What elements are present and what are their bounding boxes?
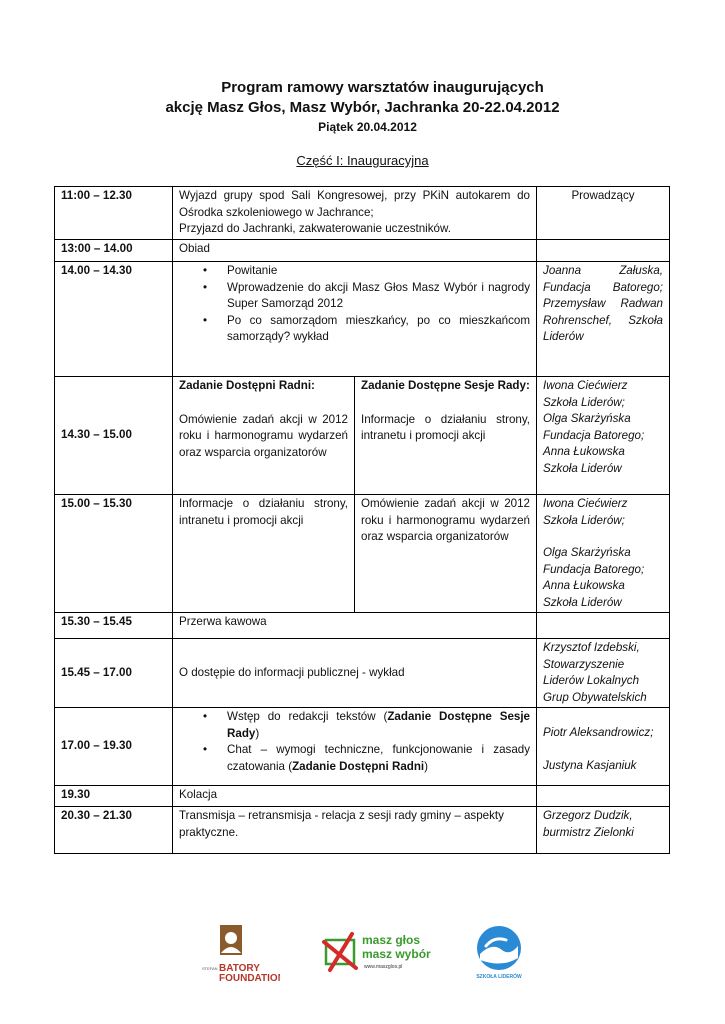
time-cell: 14.30 – 15.00 <box>55 377 173 495</box>
svg-text:BATORY: BATORY <box>219 963 260 974</box>
title-line-2: akcję Masz Głos, Masz Wybór, Jachranka 20-22.04.2012 <box>165 99 560 116</box>
szkola-liderow-logo <box>472 924 526 980</box>
presenter-cell <box>537 786 670 807</box>
table-row <box>55 708 670 786</box>
time-cell: 19.30 <box>55 786 173 807</box>
presenter-line: Justyna Kasjaniuk <box>543 758 637 772</box>
svg-text:SZKOŁA LIDERÓW: SZKOŁA LIDERÓW <box>476 974 522 980</box>
presenter-cell <box>537 495 670 613</box>
presenter-line: Olga Skarżyńska <box>543 546 631 559</box>
presenter-line: Liderów Lokalnych <box>543 674 640 687</box>
description-text: Wyjazd grupy spod Sali Kongresowej, przy PKiN autokarem do Ośrodka szkoleniowego w Jachrance; <box>179 189 531 219</box>
table-row <box>55 613 670 639</box>
description-cell: Obiad <box>173 240 537 262</box>
presenter-line: Szkoła Liderów; <box>543 395 625 409</box>
task-heading: Zadanie Dostępne Sesje Rady: <box>361 379 530 392</box>
svg-text:FOUNDATION: FOUNDATION <box>219 973 280 984</box>
presenter-line: Grzegorz Dudzik, <box>543 809 633 822</box>
presenter-cell: Prowadzący <box>537 187 670 240</box>
table-row <box>55 639 670 708</box>
task-heading: Zadanie Dostępni Radni: <box>179 379 315 392</box>
presenter-line: Anna Łukowska <box>543 445 625 458</box>
time-cell: 14.00 – 14.30 <box>55 262 173 377</box>
presenter-line: Fundacja Batorego; <box>543 562 645 576</box>
presenter-cell: Joanna Załuska, Fundacja Batorego; Przemysław Radwan Rohrenschef, Szkoła Liderów <box>537 262 670 377</box>
svg-text:STEFAN: STEFAN <box>202 966 218 971</box>
time-cell: 15.45 – 17.00 <box>55 639 173 708</box>
table-row <box>55 377 670 495</box>
list-item: • Powitanie <box>227 263 530 280</box>
svg-text:www.maszglos.pl: www.maszglos.pl <box>364 964 403 970</box>
presenter-cell <box>537 377 670 495</box>
presenter-line: Fundacja Batorego; <box>543 428 645 442</box>
presenter-line: Piotr Aleksandrowicz; <box>543 726 654 739</box>
table-row <box>55 495 670 613</box>
task-text: Informacje o działaniu strony, intranetu i promocji akcji <box>361 412 531 442</box>
description-cell <box>173 262 537 377</box>
list-item: • Po co samorządom mieszkańcy, po co mieszkańcom samorządy? wykład <box>227 313 530 346</box>
presenter-cell <box>537 639 670 708</box>
time-cell: 15.00 – 15.30 <box>55 495 173 613</box>
table-row <box>55 262 670 377</box>
task-right-cell: Omówienie zadań akcji w 2012 roku i harmonogramu wydarzeń oraz wsparcia organizatorów <box>355 495 537 613</box>
task-left-cell: Informacje o działaniu strony, intranetu i promocji akcji <box>173 495 355 613</box>
presenter-cell <box>537 613 670 639</box>
presenter-cell <box>537 708 670 786</box>
bullet-list <box>179 263 530 346</box>
svg-text:masz wybór: masz wybór <box>362 947 431 961</box>
time-cell: 15.30 – 15.45 <box>55 613 173 639</box>
title-line-1: Program ramowy warsztatów inaugurujących <box>221 79 544 96</box>
time-cell: 13:00 – 14.00 <box>55 240 173 262</box>
bullet-list <box>179 709 530 775</box>
presenter-line: Anna Łukowska <box>543 579 625 592</box>
description-cell: Przerwa kawowa <box>173 613 537 639</box>
presenter-line: Krzysztof Izdebski, <box>543 641 640 654</box>
presenter-line: Szkoła Liderów <box>543 595 622 609</box>
description-cell <box>173 708 537 786</box>
description-cell: O dostępie do informacji publicznej - wykład <box>173 639 537 708</box>
list-item: • Wstęp do redakcji tekstów (Zadanie Dostępne Sesje Rady) <box>227 709 530 742</box>
task-right-cell <box>355 377 537 495</box>
task-text: Omówienie zadań akcji w 2012 roku i harmonogramu wydarzeń oraz wsparcia organizatorów <box>179 412 348 459</box>
batory-foundation-logo <box>200 923 280 985</box>
presenter-line: Grup Obywatelskich <box>543 690 647 704</box>
presenter-line: Szkoła Liderów <box>543 461 622 475</box>
table-row <box>55 786 670 807</box>
presenter-line: Stowarzyszenie <box>543 657 625 671</box>
time-cell: 17.00 – 19.30 <box>55 708 173 786</box>
part-title: Część I: Inauguracyjna <box>296 153 429 168</box>
list-item: • Wprowadzenie do akcji Masz Głos Masz Wybór i nagrody Super Samorząd 2012 <box>227 280 530 313</box>
masz-glos-logo <box>322 930 437 974</box>
description-cell <box>173 187 537 240</box>
description-text: Przyjazd do Jachranki, zakwaterowanie uczestników. <box>179 222 451 235</box>
presenter-line: Szkoła Liderów; <box>543 513 625 527</box>
time-cell: 20.30 – 21.30 <box>55 807 173 854</box>
presenter-cell <box>537 807 670 854</box>
svg-text:masz głos: masz głos <box>362 933 421 947</box>
description-cell: Kolacja <box>173 786 537 807</box>
presenter-line: burmistrz Zielonki <box>543 825 634 839</box>
table-row <box>55 187 670 240</box>
presenter-line: Iwona Ciećwierz <box>543 379 628 392</box>
presenter-line: Olga Skarżyńska <box>543 412 631 425</box>
table-row <box>55 807 670 854</box>
presenter-cell <box>537 240 670 262</box>
description-cell: Transmisja – retransmisja - relacja z sesji rady gminy – aspekty praktyczne. <box>173 807 537 854</box>
footer-logos <box>0 918 725 988</box>
task-left-cell <box>173 377 355 495</box>
date-line: Piątek 20.04.2012 <box>318 120 417 134</box>
list-item: • Chat – wymogi techniczne, funkcjonowanie i zasady czatowania (Zadanie Dostępni Radni) <box>227 742 530 775</box>
presenter-line: Iwona Ciećwierz <box>543 497 628 510</box>
program-table <box>54 186 670 854</box>
table-row <box>55 240 670 262</box>
time-cell: 11:00 – 12.30 <box>55 187 173 240</box>
